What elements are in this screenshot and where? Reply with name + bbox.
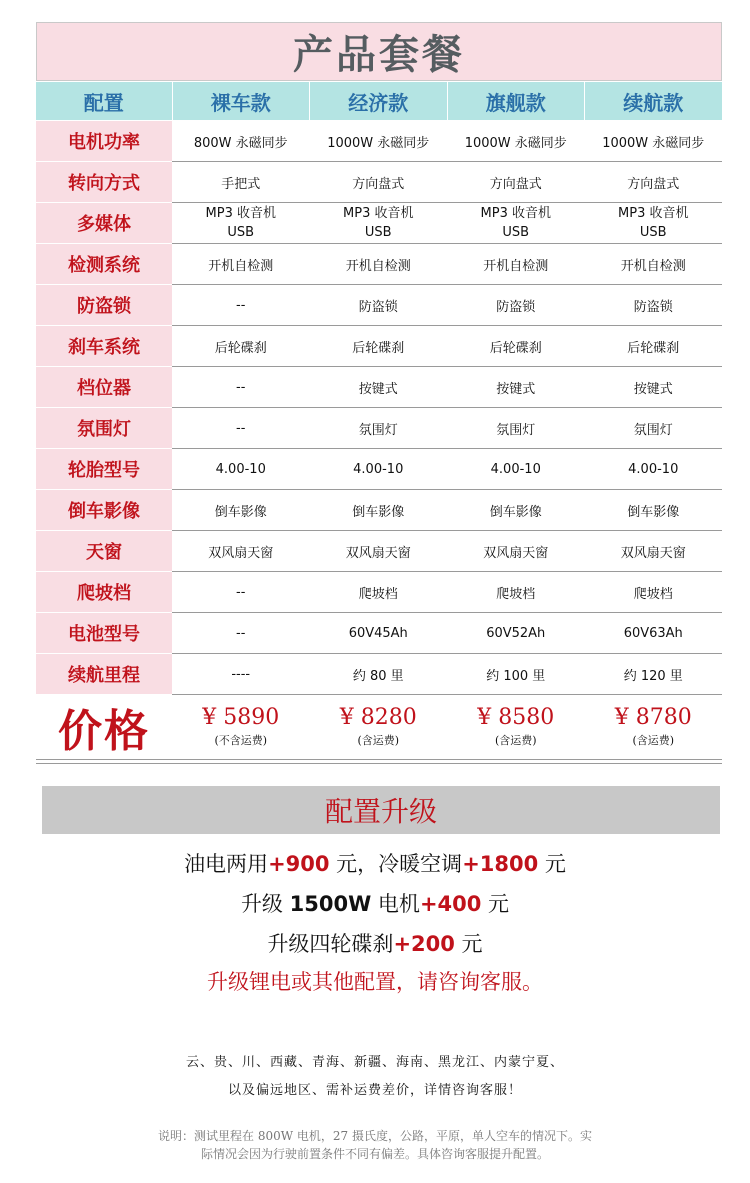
upgrade-line-3: 升级四轮碟刹+200 元	[267, 932, 483, 956]
table-cell: 60V45Ah	[310, 613, 448, 654]
table-row	[36, 613, 722, 654]
cell-line: MP3 收音机	[480, 206, 551, 221]
price-cell	[172, 695, 310, 760]
row-label: 电池型号	[36, 613, 172, 654]
table-row	[36, 531, 722, 572]
table-cell: 60V63Ah	[585, 613, 723, 654]
table-cell: 防盗锁	[585, 285, 723, 326]
table-cell: 1000W 永磁同步	[585, 121, 723, 162]
price-cell	[585, 695, 723, 760]
table-cell: 氛围灯	[310, 408, 448, 449]
table-cell: 后轮碟刹	[585, 326, 723, 367]
header-endurance: 续航款	[585, 82, 723, 121]
row-label: 续航里程	[36, 654, 172, 695]
table-cell: 开机自检测	[447, 244, 585, 285]
table-cell: 倒车影像	[447, 490, 585, 531]
table-row	[36, 203, 722, 244]
table-cell: 800W 永磁同步	[172, 121, 310, 162]
row-label: 爬坡档	[36, 572, 172, 613]
table-cell: 爬坡档	[585, 572, 723, 613]
cell-line: MP3 收音机	[343, 206, 414, 221]
table-row	[36, 162, 722, 203]
table-cell: 4.00-10	[310, 449, 448, 490]
package-spec-table	[36, 82, 723, 760]
table-row	[36, 121, 722, 162]
table-cell: 倒车影像	[172, 490, 310, 531]
table-row	[36, 244, 722, 285]
table-cell: 方向盘式	[310, 162, 448, 203]
table-cell: --	[172, 613, 310, 654]
cell-line: MP3 收音机	[618, 206, 689, 221]
table-cell: 氛围灯	[585, 408, 723, 449]
price-label: 价格	[58, 706, 150, 757]
table-cell: 后轮碟刹	[172, 326, 310, 367]
upgrade-banner	[42, 786, 720, 834]
table-cell: 方向盘式	[585, 162, 723, 203]
table-row	[36, 449, 722, 490]
upgrade-title: 配置升级	[324, 795, 437, 828]
divider	[36, 763, 722, 764]
table-cell: 60V52Ah	[447, 613, 585, 654]
table-cell: 手把式	[172, 162, 310, 203]
row-label: 转向方式	[36, 162, 172, 203]
cell-line: USB	[639, 225, 667, 240]
header-flagship: 旗舰款	[447, 82, 585, 121]
table-cell: --	[172, 408, 310, 449]
table-cell: 按键式	[585, 367, 723, 408]
table-cell: 开机自检测	[585, 244, 723, 285]
table-row	[36, 654, 722, 695]
table-cell: 防盗锁	[310, 285, 448, 326]
row-label: 档位器	[36, 367, 172, 408]
header-config: 配置	[36, 82, 172, 121]
row-label: 防盗锁	[36, 285, 172, 326]
row-label: 天窗	[36, 531, 172, 572]
title-banner	[36, 22, 722, 81]
table-cell: 双风扇天窗	[172, 531, 310, 572]
price-row	[36, 695, 722, 760]
table-row	[36, 285, 722, 326]
table-cell	[585, 203, 723, 244]
table-row	[36, 367, 722, 408]
table-cell: 防盗锁	[447, 285, 585, 326]
upgrade-line-4: 升级锂电或其他配置，请咨询客服。	[207, 970, 543, 994]
shipping-note-line-1: 云、贵、川、西藏、青海、新疆、海南、黑龙江、内蒙宁夏、	[185, 1055, 564, 1070]
row-label: 多媒体	[36, 203, 172, 244]
table-cell: 4.00-10	[447, 449, 585, 490]
row-label: 氛围灯	[36, 408, 172, 449]
table-cell	[447, 203, 585, 244]
table-cell: 后轮碟刹	[310, 326, 448, 367]
table-cell: 4.00-10	[585, 449, 723, 490]
table-cell: ----	[172, 654, 310, 695]
table-cell: 开机自检测	[310, 244, 448, 285]
header-bare: 裸车款	[172, 82, 310, 121]
table-cell	[172, 203, 310, 244]
table-cell: 方向盘式	[447, 162, 585, 203]
table-row	[36, 490, 722, 531]
table-cell: 氛围灯	[447, 408, 585, 449]
price-note: (含运费)	[357, 734, 400, 747]
table-cell: 约 80 里	[310, 654, 448, 695]
table-cell: --	[172, 285, 310, 326]
price-value: ¥ 5890	[202, 705, 280, 730]
price-note: (不含运费)	[214, 734, 268, 747]
table-row	[36, 408, 722, 449]
table-cell: 倒车影像	[585, 490, 723, 531]
cell-line: MP3 收音机	[205, 206, 276, 221]
row-label: 倒车影像	[36, 490, 172, 531]
table-cell: --	[172, 367, 310, 408]
table-cell: 1000W 永磁同步	[447, 121, 585, 162]
price-note: (含运费)	[632, 734, 675, 747]
disclaimer-line-1: 说明：测试里程在 800W 电机，27 摄氏度，公路，平原，单人空车的情况下。实	[158, 1129, 592, 1143]
row-label: 轮胎型号	[36, 449, 172, 490]
price-cell	[447, 695, 585, 760]
disclaimer-line-2: 际情况会因为行驶前置条件不同有偏差。具体咨询客服提升配置。	[200, 1147, 549, 1161]
cell-line: USB	[364, 225, 392, 240]
row-label: 检测系统	[36, 244, 172, 285]
table-cell: 约 100 里	[447, 654, 585, 695]
upgrade-line-1: 油电两用+900 元，冷暖空调+1800 元	[184, 852, 566, 876]
table-cell: 按键式	[447, 367, 585, 408]
cell-line: USB	[502, 225, 530, 240]
table-cell: 双风扇天窗	[310, 531, 448, 572]
price-value: ¥ 8580	[477, 705, 555, 730]
table-cell: 双风扇天窗	[447, 531, 585, 572]
row-label: 刹车系统	[36, 326, 172, 367]
price-value: ¥ 8280	[339, 705, 417, 730]
table-cell: 倒车影像	[310, 490, 448, 531]
price-note: (含运费)	[494, 734, 537, 747]
table-cell: 按键式	[310, 367, 448, 408]
price-cell	[310, 695, 448, 760]
price-label-cell	[36, 695, 172, 760]
table-header-row	[36, 82, 722, 121]
table-cell: --	[172, 572, 310, 613]
page-title: 产品套餐	[293, 32, 465, 78]
table-cell: 爬坡档	[447, 572, 585, 613]
table-cell: 爬坡档	[310, 572, 448, 613]
table-cell: 双风扇天窗	[585, 531, 723, 572]
row-label: 电机功率	[36, 121, 172, 162]
table-cell: 4.00-10	[172, 449, 310, 490]
table-cell: 1000W 永磁同步	[310, 121, 448, 162]
table-cell	[310, 203, 448, 244]
table-cell: 开机自检测	[172, 244, 310, 285]
table-cell: 约 120 里	[585, 654, 723, 695]
table-row	[36, 326, 722, 367]
header-economy: 经济款	[310, 82, 448, 121]
table-cell: 后轮碟刹	[447, 326, 585, 367]
table-row	[36, 572, 722, 613]
shipping-note-line-2: 以及偏远地区、需补运费差价，详情咨询客服！	[227, 1083, 522, 1098]
price-value: ¥ 8780	[614, 705, 692, 730]
upgrade-line-2: 升级 1500W 电机+400 元	[240, 892, 510, 916]
cell-line: USB	[227, 225, 255, 240]
